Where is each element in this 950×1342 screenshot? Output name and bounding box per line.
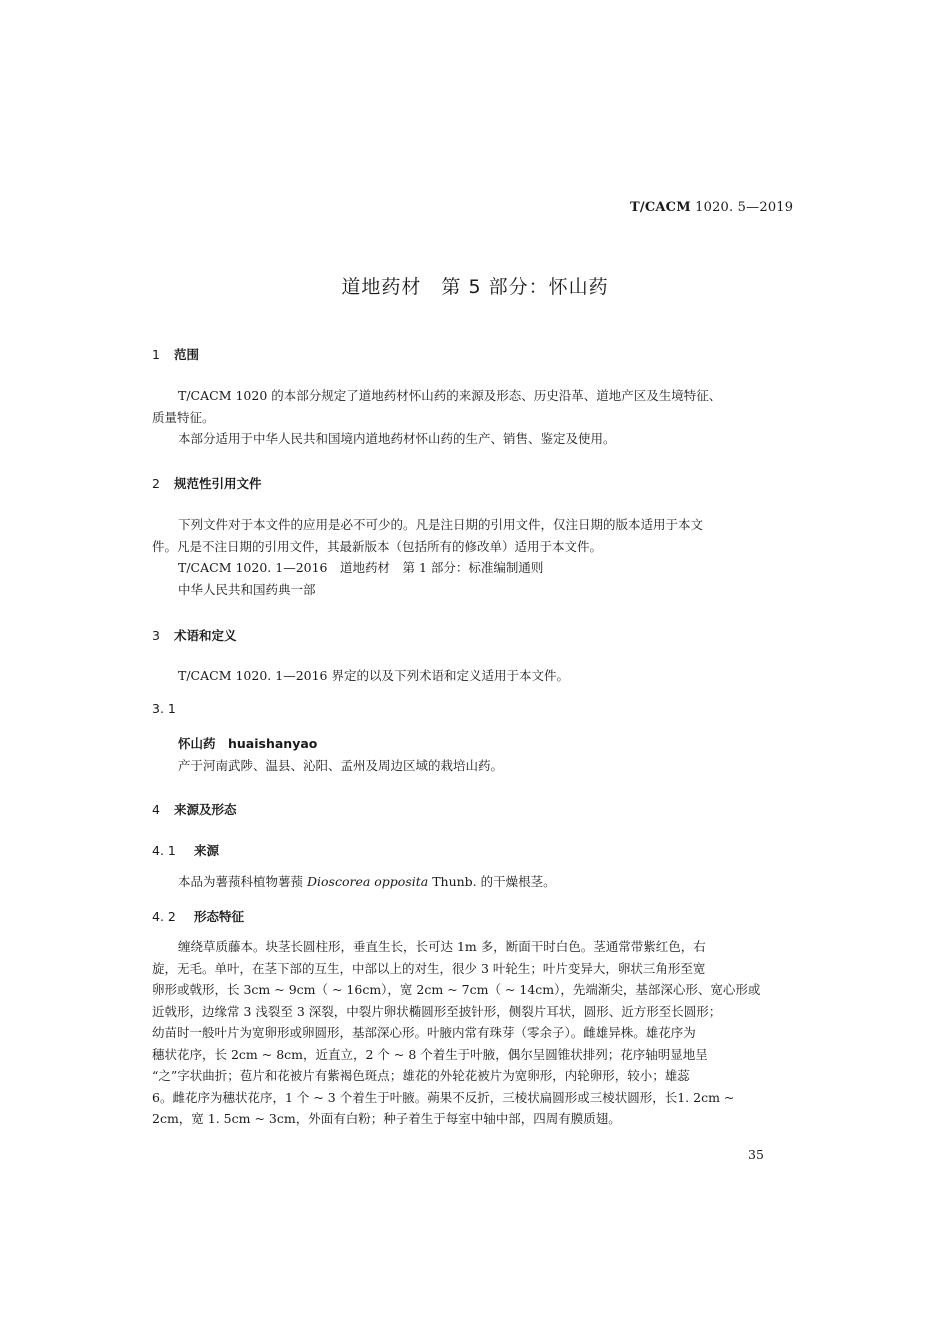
section-title: 规范性引用文件 [174, 476, 262, 491]
subsection-4-2-body [152, 936, 780, 1130]
section-2-heading [152, 474, 262, 492]
section-title: 来源及形态 [174, 802, 237, 817]
section-number: 1 [152, 347, 160, 362]
reference-item: T/CACM 1020. 1—2016 道地药材 第 1 部分：标准编制通则 [178, 560, 544, 575]
reference-item: 中华人民共和国药典一部 [178, 581, 316, 597]
paragraph-line: T/CACM 1020. 1—2016 界定的以及下列术语和定义适用于本文件。 [178, 668, 569, 683]
code-number: 1020. 5—2019 [690, 200, 794, 215]
paragraph-line: 卵形或戟形，长 3cm ~ 9cm（ ~ 16cm），宽 2cm ~ 7cm（ ~ 14cm），先端渐尖，基部深心形、宽心形或 [152, 982, 761, 997]
paragraph-line: 旋，无毛。单叶，在茎下部的互生，中部以上的对生，很少 3 叶轮生；叶片变异大，卵状三角形至宽 [152, 960, 706, 976]
paragraph-line: 幼苗时一般叶片为宽卵形或卵圆形，基部深心形。叶腋内常有珠芽（零余子）。雌雄异株。雄花序为 [152, 1025, 696, 1040]
subsection-title: 来源 [194, 843, 220, 858]
source-text: 本品为薯蓣科植物薯蓣 [178, 874, 307, 889]
subsection-4-1-body [152, 871, 780, 893]
page-number: 35 [748, 1147, 764, 1162]
subsection-number: 3. 1 [152, 701, 176, 716]
term-entry [152, 733, 780, 776]
section-1-heading [152, 345, 199, 363]
source-text: Thunb. 的干燥根茎。 [428, 874, 556, 889]
subsection-4-2-heading [152, 907, 244, 925]
subsection-3-1-heading [152, 701, 194, 716]
paragraph-line: “之”字状曲折；苞片和花被片有紫褐色斑点；雄花的外轮花被片为宽卵形，内轮卵形，较小；雄蕊 [152, 1068, 690, 1083]
section-2-body [152, 514, 780, 600]
paragraph-line: T/CACM 1020 的本部分规定了道地药材怀山药的来源及形态、历史沿革、道地产区及生境特征、 [178, 388, 722, 403]
paragraph-line: 质量特征。 [152, 409, 215, 425]
subsection-title: 形态特征 [194, 909, 245, 924]
paragraph-line: 件。凡是不注日期的引用文件，其最新版本（包括所有的修改单）适用于本文件。 [152, 538, 603, 554]
subsection-number: 4. 1 [152, 843, 176, 858]
section-number: 3 [152, 628, 160, 643]
section-title: 范围 [174, 347, 200, 362]
paragraph-line: 近戟形，边缘常 3 浅裂至 3 深裂，中裂片卵状椭圆形至披针形，侧裂片耳状，圆形、近方形至长圆形； [152, 1003, 722, 1019]
paragraph-line: 2cm，宽 1. 5cm ~ 3cm，外面有白粉；种子着生于每室中轴中部，四周有膜质翅。 [152, 1111, 621, 1126]
document-code [630, 200, 793, 215]
paragraph-line: 6。雌花序为穗状花序，1 个 ~ 3 个着生于叶腋。蒴果不反折，三棱状扁圆形或三棱状圆形，长1. 2cm ~ [152, 1089, 735, 1105]
paragraph-line: 本部分适用于中华人民共和国境内道地药材怀山药的生产、销售、鉴定及使用。 [178, 431, 616, 446]
paragraph-line: 穗状花序，长 2cm ~ 8cm，近直立，2 个 ~ 8 个着生于叶腋，偶尔呈圆锥状排列；花序轴明显地呈 [152, 1046, 708, 1062]
section-number: 4 [152, 802, 160, 817]
subsection-4-1-heading [152, 841, 219, 859]
section-number: 2 [152, 476, 160, 491]
paragraph-line: 下列文件对于本文件的应用是必不可少的。凡是注日期的引用文件，仅注日期的版本适用于本文 [178, 517, 704, 532]
paragraph-line: 缠绕草质藤本。块茎长圆柱形，垂直生长，长可达 1m 多，断面干时白色。茎通常带紫红色，右 [178, 939, 706, 954]
section-title: 术语和定义 [174, 628, 237, 643]
term-definition: 产于河南武陟、温县、沁阳、孟州及周边区域的栽培山药。 [178, 757, 504, 773]
section-1-body [152, 385, 780, 450]
code-prefix: T/CACM [630, 200, 691, 215]
subsection-number: 4. 2 [152, 909, 176, 924]
section-3-heading [152, 626, 237, 644]
latin-name: Dioscorea opposita [306, 874, 429, 889]
page-title: 道地药材 第 5 部分：怀山药 [341, 276, 609, 298]
section-3-body [152, 665, 780, 687]
term-name: 怀山药 huaishanyao [178, 736, 318, 751]
section-4-heading [152, 800, 237, 818]
